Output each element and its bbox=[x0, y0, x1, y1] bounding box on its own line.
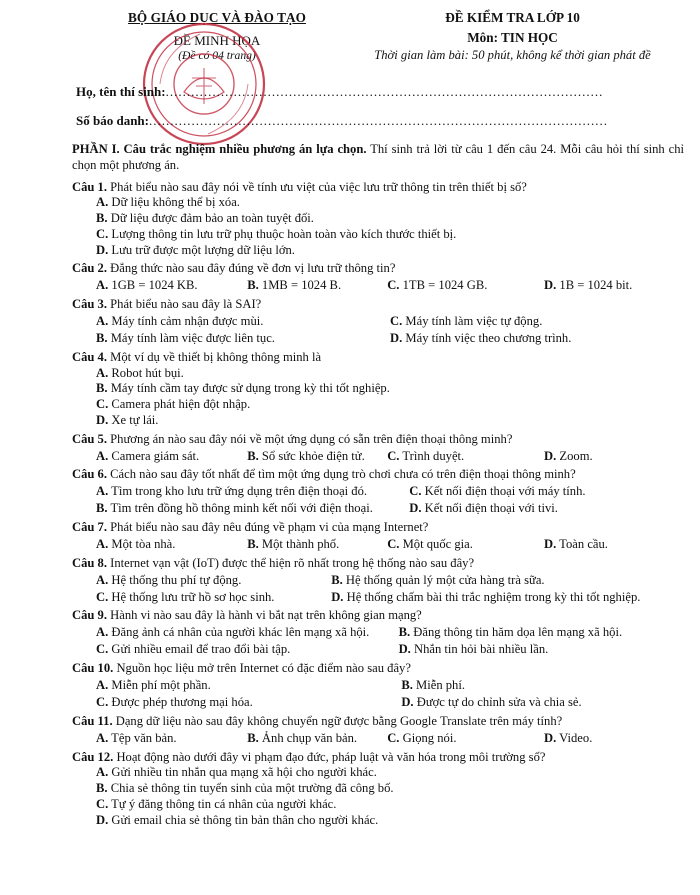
option-text: Dữ liệu được đảm bảo an toàn tuyệt đối. bbox=[110, 211, 314, 226]
question-text: Đẳng thức nào sau đây đúng về đơn vị lưu trữ thông tin? bbox=[110, 261, 396, 276]
option-text: Gửi nhiều tin nhắn qua mạng xã hội cho người khác. bbox=[111, 765, 377, 780]
option-letter: D. bbox=[398, 642, 411, 657]
header-right bbox=[330, 10, 695, 64]
option-text: Miễn phí một phần. bbox=[111, 678, 211, 693]
option-letter: A. bbox=[96, 484, 109, 499]
ministry-name: BỘ GIÁO DỤC VÀ ĐÀO TẠO bbox=[128, 10, 306, 25]
option-text: Đăng ảnh cá nhân của người khác lên mạng xã hội. bbox=[111, 625, 370, 640]
option bbox=[72, 195, 684, 211]
question-number: Câu 12. bbox=[72, 749, 114, 764]
option-letter: C. bbox=[390, 314, 403, 329]
option-row bbox=[72, 730, 684, 747]
option-letter: C. bbox=[96, 642, 109, 657]
section-title: PHẦN I. Câu trắc nghiệm nhiều phương án lựa chọn. bbox=[72, 142, 367, 156]
option-row bbox=[72, 447, 684, 464]
question-stem bbox=[72, 750, 684, 766]
option-row bbox=[72, 500, 684, 517]
candidate-id-field bbox=[76, 113, 608, 129]
question-text: Dạng dữ liệu nào sau đây không chuyển ngữ được bằng Google Translate trên máy tính? bbox=[115, 713, 563, 728]
option-text: Chia sẻ thông tin tuyển sinh của một trường đã công bố. bbox=[110, 781, 394, 796]
option-letter: D. bbox=[544, 730, 557, 745]
question-number: Câu 8. bbox=[72, 555, 107, 570]
option-letter: A. bbox=[96, 365, 109, 380]
option bbox=[72, 243, 684, 259]
option-text: Một thành phố. bbox=[261, 537, 340, 551]
option-letter: C. bbox=[387, 278, 400, 293]
option-text: Gửi email chia sẻ thông tin bản thân cho người khác. bbox=[111, 812, 379, 827]
option-text: Trình duyệt. bbox=[402, 448, 465, 463]
question-number: Câu 7. bbox=[72, 520, 107, 534]
option-letter: D. bbox=[401, 695, 414, 710]
question-number: Câu 10. bbox=[72, 661, 114, 676]
question-number: Câu 6. bbox=[72, 467, 107, 482]
question-text: Phát biểu nào sau đây nêu đúng về phạm vi của mạng Internet? bbox=[110, 520, 429, 534]
option-letter: A. bbox=[96, 765, 109, 780]
question bbox=[72, 297, 684, 347]
question-stem bbox=[72, 261, 684, 277]
question-number: Câu 2. bbox=[72, 261, 107, 276]
section-intro bbox=[72, 141, 684, 174]
option-text: Camera giám sát. bbox=[111, 448, 200, 463]
option bbox=[247, 731, 387, 747]
option-text: Một quốc gia. bbox=[402, 537, 473, 551]
option-letter: B. bbox=[247, 730, 259, 745]
option bbox=[96, 278, 247, 294]
option-letter: A. bbox=[96, 537, 109, 551]
option-text: Máy tính cảm nhận được mùi. bbox=[111, 314, 264, 329]
option bbox=[96, 625, 399, 641]
exam-content bbox=[72, 141, 684, 828]
option-text: Lưu trữ được một lượng dữ liệu lớn. bbox=[111, 242, 295, 257]
option bbox=[409, 501, 684, 517]
option bbox=[72, 211, 684, 227]
exam-subject: Môn: TIN HỌC bbox=[467, 29, 558, 45]
option-text: 1B = 1024 bit. bbox=[559, 278, 633, 293]
question-stem bbox=[72, 520, 684, 536]
option-letter: C. bbox=[96, 397, 109, 412]
question-stem bbox=[72, 432, 684, 448]
option bbox=[544, 731, 684, 747]
question bbox=[72, 661, 684, 711]
option-letter: C. bbox=[387, 730, 400, 745]
exam-title: ĐỀ KIỂM TRA LỚP 10 bbox=[445, 10, 580, 25]
option-text: Miễn phí. bbox=[416, 678, 466, 693]
option-text: Hệ thống lưu trữ hồ sơ học sinh. bbox=[111, 589, 275, 604]
question-text: Nguồn học liệu mở trên Internet có đặc điểm nào sau đây? bbox=[116, 661, 411, 676]
option-letter: D. bbox=[96, 412, 109, 427]
question-stem bbox=[72, 714, 684, 730]
option-text: Hệ thống chấm bài thi trắc nghiệm trong kỳ thi tốt nghiệp. bbox=[346, 589, 641, 604]
option-text: 1TB = 1024 GB. bbox=[402, 278, 488, 293]
option-text: Hệ thống quản lý một cửa hàng trà sữa. bbox=[345, 572, 545, 587]
option-letter: B. bbox=[247, 448, 259, 463]
section-instructions: Thí sinh trả lời từ câu 1 đến câu 24. Mỗi câu hỏi thí sinh chỉ chọn một phương án. bbox=[72, 142, 685, 173]
option bbox=[72, 381, 684, 397]
option-text: Nhắn tin hỏi bài nhiều lần. bbox=[413, 642, 549, 657]
option bbox=[96, 642, 399, 658]
option-letter: B. bbox=[247, 278, 259, 293]
option bbox=[96, 573, 331, 589]
option bbox=[72, 366, 684, 382]
option bbox=[72, 797, 684, 813]
option-letter: D. bbox=[331, 589, 344, 604]
option-text: Một tòa nhà. bbox=[111, 537, 176, 551]
option-text: Tự ý đăng thông tin cá nhân của người khác. bbox=[111, 796, 337, 811]
option bbox=[331, 589, 641, 606]
option-letter: D. bbox=[544, 278, 557, 293]
option bbox=[247, 278, 387, 294]
option bbox=[409, 484, 684, 500]
option bbox=[544, 449, 684, 465]
option-letter: A. bbox=[96, 625, 109, 640]
option bbox=[96, 314, 390, 330]
option bbox=[247, 537, 387, 553]
option bbox=[96, 449, 247, 465]
question-number: Câu 4. bbox=[72, 349, 107, 364]
option bbox=[72, 227, 684, 243]
option-letter: D. bbox=[409, 501, 422, 516]
option-text: Tệp văn bản. bbox=[111, 730, 177, 745]
option-row bbox=[72, 694, 684, 711]
option-text: 1MB = 1024 B. bbox=[261, 278, 342, 293]
option-row bbox=[72, 571, 684, 588]
option-text: Robot hút bụi. bbox=[111, 365, 184, 380]
question bbox=[72, 350, 684, 429]
option-text: Video. bbox=[559, 730, 593, 745]
option-letter: C. bbox=[96, 796, 109, 811]
option-text: Zoom. bbox=[559, 448, 593, 463]
option-letter: D. bbox=[96, 242, 109, 257]
option-letter: C. bbox=[409, 484, 422, 499]
question-text: Cách nào sau đây tốt nhất để tìm một ứng dụng trò chơi chưa có trên điện thoại thông minh? bbox=[110, 467, 576, 482]
option bbox=[72, 765, 684, 781]
option bbox=[401, 695, 684, 711]
option bbox=[387, 449, 544, 465]
exam-type: ĐỀ MINH HỌA bbox=[173, 32, 261, 48]
candidate-name-dots: ....................................................................................................... bbox=[165, 84, 604, 99]
question bbox=[72, 467, 684, 517]
question-number: Câu 5. bbox=[72, 431, 107, 446]
option-row bbox=[72, 677, 684, 694]
option-letter: A. bbox=[96, 278, 109, 293]
option bbox=[331, 573, 625, 589]
option bbox=[544, 537, 684, 553]
option-letter: A. bbox=[96, 314, 109, 329]
option-letter: C. bbox=[387, 448, 400, 463]
option bbox=[96, 484, 409, 500]
question-number: Câu 1. bbox=[72, 179, 107, 194]
option-letter: A. bbox=[96, 730, 109, 745]
question bbox=[72, 714, 684, 747]
question bbox=[72, 750, 684, 829]
option bbox=[401, 678, 684, 694]
option-text: Ảnh chụp văn bản. bbox=[261, 730, 358, 745]
option-text: Kết nối điện thoại với máy tính. bbox=[424, 484, 586, 499]
option bbox=[247, 449, 387, 465]
option-text: Hệ thống thu phí tự động. bbox=[111, 572, 242, 587]
option-letter: A. bbox=[96, 448, 109, 463]
option-text: Lượng thông tin lưu trữ phụ thuộc hoàn toàn vào kích thước thiết bị. bbox=[111, 226, 457, 241]
option bbox=[399, 625, 684, 641]
option-row bbox=[72, 536, 684, 553]
option-text: Giọng nói. bbox=[402, 730, 457, 745]
option-text: Được tự do chỉnh sửa và chia sẻ. bbox=[416, 695, 582, 710]
option-letter: B. bbox=[96, 211, 108, 226]
candidate-name-field bbox=[76, 84, 603, 100]
option bbox=[96, 695, 401, 711]
option-text: Toàn cầu. bbox=[559, 537, 608, 551]
option-letter: C. bbox=[387, 537, 400, 551]
option-letter: B. bbox=[96, 501, 108, 516]
question-stem bbox=[72, 467, 684, 483]
option bbox=[96, 537, 247, 553]
option-text: Gửi nhiều email để trao đổi bài tập. bbox=[111, 642, 291, 657]
option bbox=[72, 413, 684, 429]
question bbox=[72, 520, 684, 553]
option-text: Đăng thông tin hăm dọa lên mạng xã hội. bbox=[413, 625, 623, 640]
question-stem bbox=[72, 350, 684, 366]
option-row bbox=[72, 624, 684, 641]
question bbox=[72, 608, 684, 658]
option bbox=[96, 331, 390, 347]
option-text: Máy tính làm việc tự động. bbox=[405, 314, 543, 329]
question-stem bbox=[72, 556, 684, 572]
option-text: Tìm trên đồng hồ thông minh kết nối với điện thoại. bbox=[110, 501, 373, 516]
option bbox=[390, 314, 684, 330]
option-letter: D. bbox=[96, 812, 109, 827]
option bbox=[96, 678, 401, 694]
option bbox=[96, 501, 409, 517]
option-letter: A. bbox=[96, 572, 109, 587]
candidate-name-label: Họ, tên thí sinh: bbox=[76, 84, 166, 99]
option-letter: A. bbox=[96, 195, 109, 210]
question-text: Hoạt động nào dưới đây vi phạm đạo đức, pháp luật và văn hóa trong môi trường số? bbox=[116, 749, 546, 764]
option-text: Máy tính việc theo chương trình. bbox=[405, 331, 572, 346]
option-text: Dữ liệu không thể bị xóa. bbox=[111, 195, 240, 210]
option-text: 1GB = 1024 KB. bbox=[111, 278, 198, 293]
option-text: Camera phát hiện đột nhập. bbox=[111, 397, 251, 412]
question-text: Internet vạn vật (IoT) được thể hiện rõ nhất trong hệ thống nào sau đây? bbox=[110, 555, 475, 570]
question-stem bbox=[72, 297, 684, 313]
option bbox=[399, 642, 684, 658]
option-row bbox=[72, 588, 684, 605]
option-row bbox=[72, 483, 684, 500]
option-letter: B. bbox=[331, 572, 343, 587]
option bbox=[544, 278, 684, 294]
option bbox=[387, 278, 544, 294]
question bbox=[72, 261, 684, 294]
option-letter: B. bbox=[96, 331, 108, 346]
option bbox=[96, 590, 331, 606]
question-text: Phát biểu nào sau đây là SAI? bbox=[110, 297, 262, 312]
option-text: Xe tự lái. bbox=[111, 412, 159, 427]
question-number: Câu 3. bbox=[72, 297, 107, 312]
option bbox=[72, 397, 684, 413]
option-letter: A. bbox=[96, 678, 109, 693]
question-stem bbox=[72, 608, 684, 624]
option-text: Được phép thương mại hóa. bbox=[111, 695, 253, 710]
option bbox=[387, 537, 544, 553]
option-letter: D. bbox=[544, 537, 557, 551]
question-number: Câu 11. bbox=[72, 713, 113, 728]
option-letter: B. bbox=[96, 381, 108, 396]
option-row bbox=[72, 330, 684, 347]
option-letter: B. bbox=[96, 781, 108, 796]
question-text: Phương án nào sau đây nói về một ứng dụng có sẵn trên điện thoại thông minh? bbox=[110, 431, 513, 446]
option-letter: B. bbox=[247, 537, 259, 551]
option-text: Kết nối điện thoại với tivi. bbox=[424, 501, 558, 516]
option bbox=[72, 813, 684, 829]
option-letter: B. bbox=[401, 678, 413, 693]
option bbox=[387, 731, 544, 747]
question-text: Phát biểu nào sau đây nói về tính ưu việt của việc lưu trữ thông tin trên thiết bị số? bbox=[110, 179, 527, 194]
option-letter: C. bbox=[96, 226, 109, 241]
page-count: (Đề có 04 trang) bbox=[178, 48, 256, 62]
option-text: Tìm trong kho lưu trữ ứng dụng trên điện thoại đó. bbox=[111, 484, 368, 499]
option-text: Sổ sức khỏe điện tử. bbox=[261, 448, 365, 463]
question-number: Câu 9. bbox=[72, 608, 107, 623]
candidate-id-dots: ............................................................................................................ bbox=[148, 113, 608, 128]
option-letter: D. bbox=[390, 331, 403, 346]
option bbox=[390, 331, 684, 347]
question bbox=[72, 180, 684, 259]
question-stem bbox=[72, 180, 684, 196]
option-text: Máy tính cầm tay được sử dụng trong kỳ thi tốt nghiệp. bbox=[110, 381, 390, 396]
option-row bbox=[72, 313, 684, 330]
exam-time: Thời gian làm bài: 50 phút, không kể thời gian phát đề bbox=[374, 48, 651, 62]
option bbox=[72, 781, 684, 797]
option-text: Máy tính làm việc được liên tục. bbox=[110, 331, 275, 346]
option-letter: C. bbox=[96, 589, 109, 604]
option-row bbox=[72, 641, 684, 658]
option bbox=[96, 731, 247, 747]
question-text: Một ví dụ về thiết bị không thông minh là bbox=[110, 349, 322, 364]
option-row bbox=[72, 277, 684, 294]
option-letter: C. bbox=[96, 695, 109, 710]
question-stem bbox=[72, 661, 684, 677]
option-letter: B. bbox=[398, 625, 411, 640]
question-text: Hành vi nào sau đây là hành vi bắt nạt trên không gian mạng? bbox=[110, 608, 422, 623]
candidate-id-label: Số báo danh: bbox=[76, 113, 149, 128]
option-letter: D. bbox=[544, 448, 557, 463]
question bbox=[72, 432, 684, 465]
question bbox=[72, 556, 684, 606]
